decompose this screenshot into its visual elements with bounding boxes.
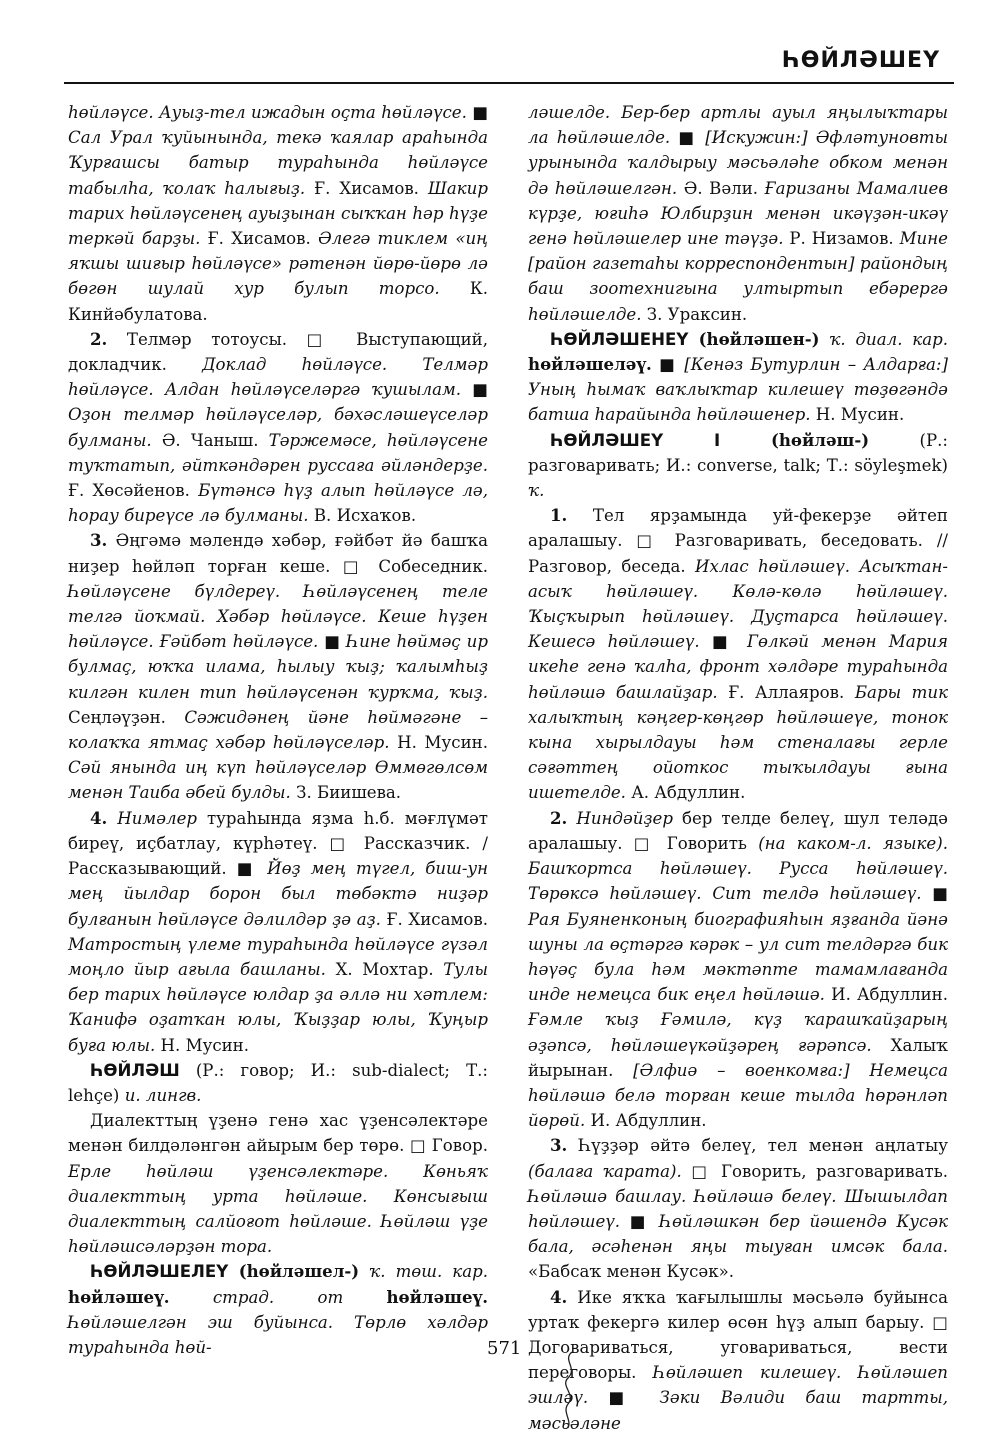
text-run: һөйләшеләү. — [528, 354, 652, 375]
text-run: К. Кинйәбулатова. — [68, 279, 488, 324]
text-run: И. Абдуллин. — [824, 985, 949, 1005]
text-run: Диалекттың үҙенә генә хас үҙенсәлектәре менән билдәләнгән айырым бер төрө. □ Говор. — [68, 1111, 488, 1156]
text-run: З. Биишева. — [290, 783, 402, 803]
example-text: (на каком-л. языке). Башҡортса һөйләшеү. Русса һөйләшеү. Төрөксә һөйләшеү. Сит телдә һөйләшеү. ■ Рая Буяненконың биографияһын яҙғанда йәнә шуны ла өҫтәргә кәрәк – ул сит телдәргә бик һәүәҫ була һәм мәктәпте тамамлағанда инде немецса бик еңел һөйләшә. — [528, 833, 948, 1005]
text-run: Һүҙҙәр әйтә белеү, тел менән аңлатыу — [567, 1136, 948, 1156]
example-text: һөйләүсе. Ауыҙ-тел ижадын оҫта һөйләүсе. ■ Сал Урал ҡуйынында, текә ҡаялар араһында Ҡурғашсы батыр тураһында һөйләүсе табылһа, ҡолаҡ һалығыҙ. — [68, 103, 488, 198]
example-text: ләшелде. Бер-бер артлы ауыл яңылыҡтары ла һөйләшелде. ■ [Искужин:] Әфләтуновты урынында ҡалдырыу мәсьәләһе обком менән дә һөйләшелгән. — [528, 103, 948, 198]
text-run: Ике яҡҡа ҡағылышлы мәсьәлә буйынса уртаҡ фекергә килер өсөн һүҙ алып барыу. □ Договариваться, уговариваться, вести переговоры. — [528, 1287, 948, 1383]
text-run: Р. Низамов. — [783, 229, 900, 249]
text-run: 3. — [90, 530, 108, 551]
headword-entry — [68, 1259, 488, 1360]
example-text: страд. от — [169, 1287, 387, 1307]
text-run: Ә. Чаныш. — [151, 430, 269, 450]
entry-paragraph — [528, 1133, 948, 1284]
example-text: Бүтәнсә һүҙ алып һөйләүсе лә, һорау биреүсе лә булманы. — [68, 481, 488, 526]
example-text: ■ Йөҙ мең түгел, биш-ун мең йылдар борон был төбәктә ниҙәр булғанын һөйләүсе дәлилдәр ҙә аҙ. — [68, 859, 488, 929]
example-text: Ихлас һөйләшеү. Асыҡтан-асыҡ һөйләшеү. Көлә-көлә һөйләшеү. Ҡыҫҡырып һөйләшеү. Дуҫтарса һөйләшеү. Кешесә һөйләшеү. ■ Гөлкәй менән Мария икеһе генә ҡалһа, фронт хәлдәре тураһында һөйләшә башлайҙар. — [528, 556, 948, 702]
page-number: 571 — [487, 1338, 522, 1359]
example-text: Матростың үлеме тураһында һөйләүсе гүзәл моңло йыр ағыла башланы. — [68, 934, 488, 979]
entry-paragraph — [68, 1108, 488, 1259]
example-text: Ғаризаны Мамалиев күрҙе, юғиһә Юлбирҙин менән икәүҙән-икәү генә һөйләшелер ине тәүҙә. — [528, 178, 948, 249]
text-run: Х. Мохтар. — [325, 959, 444, 979]
example-text: Сәй янында иң күп һөйләүселәр Өммөгөлсөм менән Таиба әбей булды. — [68, 758, 488, 803]
text-run: 3. — [550, 1135, 568, 1156]
example-text: ҡ. диал. кар. — [819, 329, 948, 349]
example-text: Тулы бер тарих һөйләүсе юлдар ҙа әллә ни хәтлем: Ҡанифә оҙатҡан юлы, Ҡыҙҙар юлы, Ҡуңыр буға юлы. — [68, 959, 488, 1055]
example-text: (балаға ҡарата). — [528, 1161, 682, 1181]
text-run: «Бабсаҡ менән Кусәк». — [528, 1262, 735, 1282]
text-run: 4. — [90, 807, 108, 828]
text-run: һөйләшеү. — [386, 1286, 488, 1307]
text-run: Н. Мусин. — [810, 405, 905, 425]
entry-paragraph — [528, 100, 948, 327]
text-run: Н. Мусин. — [155, 1035, 250, 1055]
text-run: (һөйләшел-) — [228, 1261, 360, 1282]
text-run: З. Ураксин. — [641, 304, 748, 324]
text-run: 2. — [550, 807, 568, 828]
text-run: тураһында яҙма һ.б. мәғлүмәт биреү, иҫбатлау, күрһәтеү. □ Рассказчик. / Рассказывающий. — [68, 808, 488, 879]
example-text: Ерле һөйләш үҙенсәлектәре. Көньяҡ диалекттың урта һөйләше. Көнсығыш диалекттың салйоғот һөйләше. Һөйләш үҙе һөйләшсәләрҙән тора. — [68, 1161, 488, 1257]
example-text: ■ [Кенәз Бутурлин – Алдарға:] Уның һымаҡ ваҡлыҡтар килешеү төҙөгәндә батша һарайында һөйләшенер. — [528, 355, 948, 425]
example-text: Сәжидәнең йәне һөймәгәне – колаҡҡа ятмаҫ хәбәр һөйләүселәр. — [68, 707, 488, 753]
entry-paragraph — [68, 806, 488, 1058]
example-text: Шакир тарих һөйләүсенең ауыҙынан сыҡҡан һәр һүҙе теркәй барҙы. — [68, 178, 488, 249]
text-run: Халыҡ йырынан. — [528, 1035, 948, 1080]
example-text: Һөйләшелгән эш буйынса. Төрлө хәлдәр тураһында һөй- — [68, 1312, 488, 1357]
text-run: Тел ярҙамында уй-фекерҙе әйтеп аралашыу. □ Разговаривать, беседовать. // Разговор, беседа. — [528, 506, 948, 576]
example-text: ҡ. — [528, 481, 545, 501]
text-run: 4. — [550, 1286, 568, 1307]
text-run: (һөйләшен-) — [688, 328, 820, 349]
text-run: 1. — [550, 505, 568, 526]
text-run: Әңгәмә мәлендә хәбәр, ғәйбәт йә башҡа ниҙер һөйләп торған кеше. □ Собеседник. — [68, 531, 488, 576]
text-run: бер телде белеү, шул теләдә аралашыу. □ Говорить — [528, 808, 948, 853]
text-run: Сеңләүҙән. — [68, 707, 185, 727]
entry-paragraph — [528, 806, 948, 1134]
example-text: Ғәмле ҡыҙ Ғәмилә, күҙ ҡарашҡайҙарың әҙәпсә, һөйләшеүкәйҙәрең ғәрәпсә. — [528, 1010, 948, 1055]
headword-entry — [68, 1058, 488, 1108]
headword-entry — [528, 428, 948, 504]
example-text: Ниндәйҙер — [567, 808, 673, 828]
flourish-ornament — [558, 1350, 582, 1430]
header-rule — [64, 82, 954, 84]
headword: ҺӨЙЛӘШЕЛЕҮ — [90, 1262, 229, 1282]
example-text: Һөйләшеп килешеү. Һөйләшеп эшләү. ■ Зәки Вәлиди баш тартты, мәсьәләне — [528, 1363, 948, 1433]
text-run: һөйләшеү. — [68, 1286, 170, 1307]
entry-paragraph — [68, 100, 488, 327]
headword: ҺӨЙЛӘШЕҮ I — [550, 430, 721, 450]
text-run: Ғ. Хисамов. — [305, 178, 428, 198]
entry-paragraph — [68, 327, 488, 529]
entry-paragraph — [528, 1285, 948, 1436]
text-run: Н. Мусин. — [389, 733, 488, 753]
text-run: 2. — [90, 328, 108, 349]
text-run: (һөйләш-) — [720, 429, 870, 450]
example-text: Бары тик халыҡтың кәңгер-көңгөр һөйләшеүе, тонок кына хырылдауы һәм стеналағы герле сәғәттең ойоткос тыҡылдауы ғына ишетелде. — [528, 682, 948, 803]
text-run: Ғ. Хисамов. — [200, 229, 319, 249]
entry-paragraph — [528, 503, 948, 805]
example-text: Һөйләүсене бүлдереү. Һөйләүсенең теле телгә йоҡмай. Хәбәр һөйләүсе. Кеше һүҙен һөйләүсе. Ғәйбәт һөйләүсе. ■ Һине һөймәҫ ир булмаҫ, юҡҡа илама, һылыу ҡыҙ; ҡалымһыҙ килгән килен тип һөйләүсенән ҡурҡма, ҡыҙ. — [68, 581, 488, 702]
example-text: Һөйләшә башлау. Һөйләшә белеү. Шышылдап һөйләшеү. ■ Һөйләшкән бер йәшендә Кусәк бала, әсәһенән яңы тыуған имсәк бала. — [528, 1186, 948, 1257]
text-run: Телмәр тотоусы. □ Выступающий, докладчик. — [68, 329, 488, 375]
example-text: Тәржемәсе, һөйләүсене туҡтатып, әйткәндәрен руссаға әйләндерҙе. — [68, 430, 488, 475]
text-run: Ғ. Аллаяров. — [717, 682, 855, 702]
left-column — [68, 100, 488, 1360]
text-run: (Р.: говор; И.: sub-dialect; Т.: lehçe) — [68, 1060, 488, 1105]
text-run: А. Абдуллин. — [625, 783, 746, 803]
text-run: Ә. Вәли. — [677, 178, 765, 198]
entry-paragraph — [68, 528, 488, 805]
text-run: Ғ. Хөсәйенов. — [68, 481, 199, 501]
text-run: В. Исхаҡов. — [308, 506, 417, 526]
text-run: Ғ. Хисамов. — [380, 909, 488, 929]
example-text: Әлегә тиклем «иң яҡшы шиғыр һөйләүсе» рәтенән йөрө-йөрө лә бөгөн шулай хур булып торсо. — [68, 229, 488, 299]
text-run: (Р.: разговаривать; И.: converse, talk; Т.: söyleşmek) — [528, 430, 948, 475]
example-text: [Әлфиә – военкомға:] Немецса һөйләшә белә торған кеше тылда һөрәнләп йөрөй. — [528, 1060, 948, 1131]
headword: ҺӨЙЛӘШЕНЕҮ — [550, 329, 689, 349]
example-text: Доклад һөйләүсе. Телмәр һөйләүсе. Алдан һөйләүселәргә ҡушылам. ■ Оҙон телмәр һөйләүселәр, бәхәсләшеүселәр булманы. — [68, 355, 488, 450]
text-run: И. Абдуллин. — [585, 1111, 707, 1131]
headword-entry — [528, 327, 948, 428]
headword: ҺӨЙЛӘШ — [90, 1060, 180, 1080]
example-text: Нимәлер — [107, 808, 198, 828]
example-text: Мине [район газетаһы корреспондентын] райондың баш зоотехнигына ултыртып ебәрергә һөйләшелде. — [528, 229, 948, 324]
example-text: и. лингв. — [124, 1085, 202, 1105]
example-text: ҡ. төш. кар. — [359, 1262, 488, 1282]
right-column — [528, 100, 948, 1436]
text-run: □ Говорить, разговаривать. — [681, 1161, 948, 1181]
running-head: ҺӨЙЛӘШЕҮ — [782, 48, 940, 73]
